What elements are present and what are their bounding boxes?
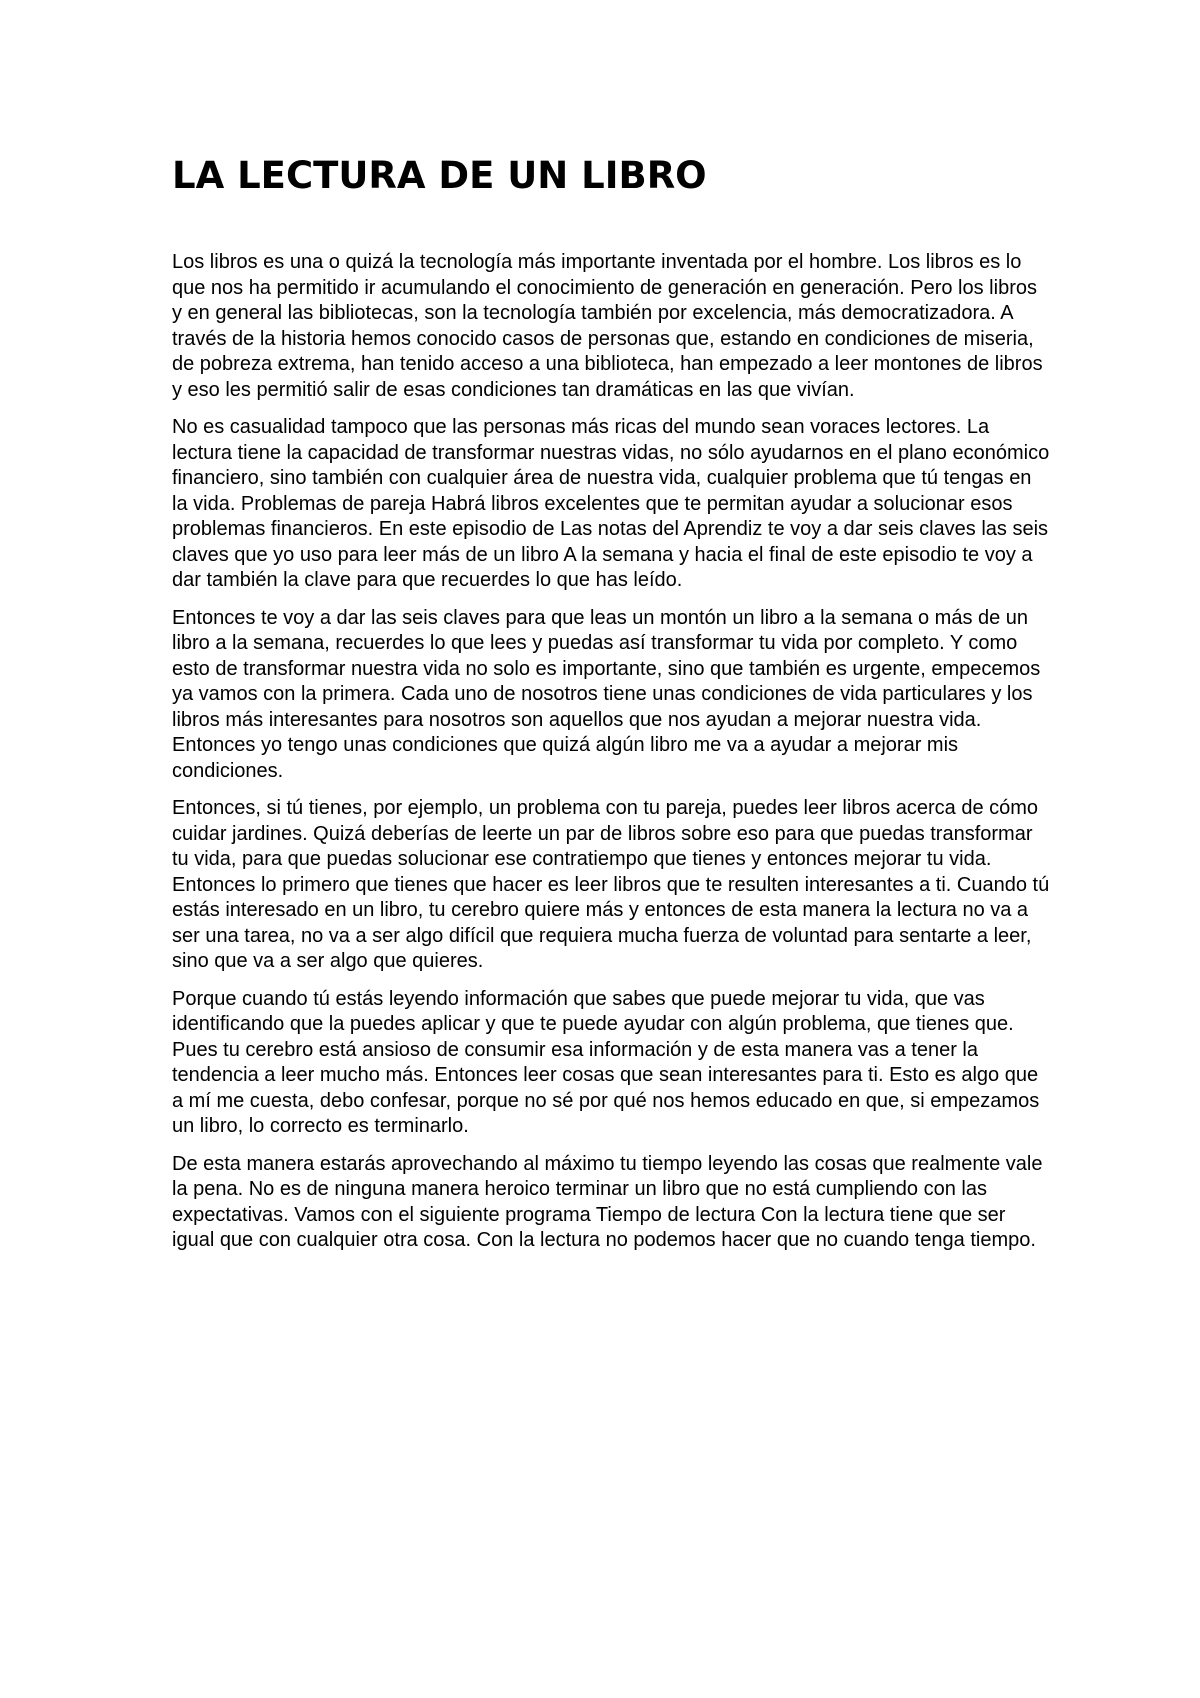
paragraph-2: No es casualidad tampoco que las personas más ricas del mundo sean voraces lectores. La lectura tiene la capacidad de transformar nuestras vidas, no sólo ayudarnos en el plano económico financiero, sino también con cualquier área de nuestra vida, cualquier problema que tú tengas en la vida. Problemas de pareja Habrá libros excelentes que te permitan ayudar a solucionar esos problemas financieros. En este episodio de Las notas del Aprendiz te voy a dar seis claves las seis claves que yo uso para leer más de un libro A la semana y hacia el final de este episodio te voy a dar también la clave para que recuerdes lo que has leído. bbox=[172, 416, 1050, 591]
document-content bbox=[172, 150, 1052, 1266]
paragraph-3: Entonces te voy a dar las seis claves para que leas un montón un libro a la semana o más de un libro a la semana, recuerdes lo que lees y puedas así transformar tu vida por completo. Y como esto de transformar nuestra vida no solo es importante, sino que también es urgente, empecemos ya vamos con la primera. Cada uno de nosotros tiene unas condiciones de vida particulares y los libros más interesantes para nosotros son aquellos que nos ayudan a mejorar nuestra vida. Entonces yo tengo unas condiciones que quizá algún libro me va a ayudar a mejorar mis condiciones. bbox=[172, 606, 1041, 782]
paragraph-1: Los libros es una o quizá la tecnología más importante inventada por el hombre. Los libros es lo que nos ha permitido ir acumulando el conocimiento de generación en generación. Pero los libros y en general las bibliotecas, son la tecnología también por excelencia, más democratizadora. A través de la historia hemos conocido casos de personas que, estando en condiciones de miseria, de pobreza extrema, han tenido acceso a una biblioteca, han empezado a leer montones de libros y eso les permitió salir de esas condiciones tan dramáticas en las que vivían. bbox=[172, 251, 1043, 401]
document-title: LA LECTURA DE UN LIBRO bbox=[172, 154, 707, 197]
paragraph-4: Entonces, si tú tienes, por ejemplo, un problema con tu pareja, puedes leer libros acerca de cómo cuidar jardines. Quizá deberías de leerte un par de libros sobre eso para que puedas transformar tu vida, para que puedas solucionar ese contratiempo que tienes y entonces mejorar tu vida. Entonces lo primero que tienes que hacer es leer libros que te resulten interesantes a ti. Cuando tú estás interesado en un libro, tu cerebro quiere más y entonces de esta manera la lectura no va a ser una tarea, no va a ser algo difícil que requiera mucha fuerza de voluntad para sentarte a leer, sino que va a ser algo que quieres. bbox=[172, 797, 1050, 972]
paragraph-6: De esta manera estarás aprovechando al máximo tu tiempo leyendo las cosas que realmente vale la pena. No es de ninguna manera heroico terminar un libro que no está cumpliendo con las expectativas. Vamos con el siguiente programa Tiempo de lectura Con la lectura tiene que ser igual que con cualquier otra cosa. Con la lectura no podemos hacer que no cuando tenga tiempo. bbox=[172, 1152, 1043, 1251]
paragraph-5: Porque cuando tú estás leyendo información que sabes que puede mejorar tu vida, que vas identificando que la puedes aplicar y que te puede ayudar con algún problema, que tienes que. Pues tu cerebro está ansioso de consumir esa información y de esta manera vas a tener la tendencia a leer mucho más. Entonces leer cosas que sean interesantes para ti. Esto es algo que a mí me cuesta, debo confesar, porque no sé por qué nos hemos educado en que, si empezamos un libro, lo correcto es terminarlo. bbox=[172, 987, 1040, 1137]
